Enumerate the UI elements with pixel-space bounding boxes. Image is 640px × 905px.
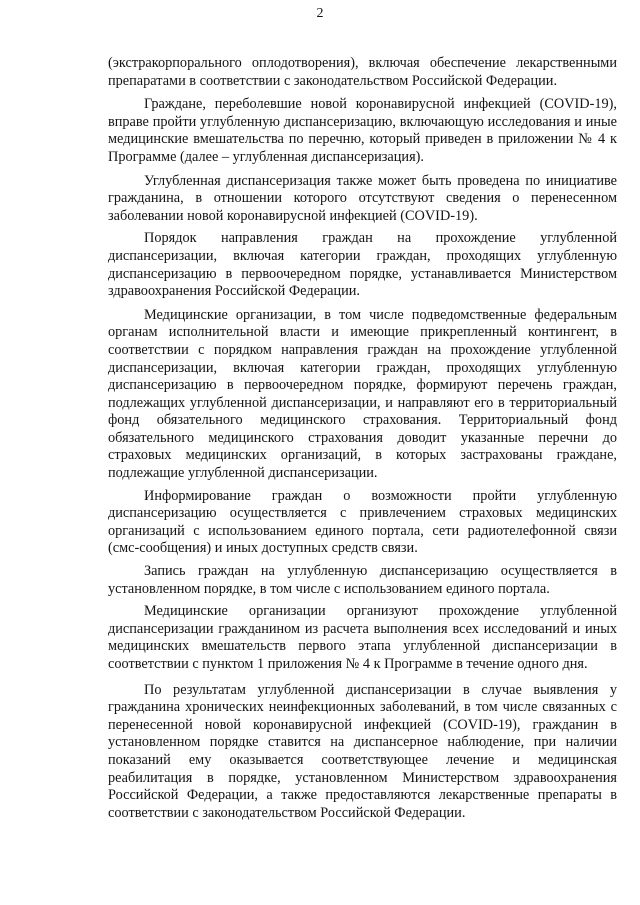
paragraph-continuation: (экстракорпорального оплодотворения), включая обеспечение лекарственными препаратами в соответствии с законодательством Российской Федерации. bbox=[108, 55, 617, 89]
paragraph-citizen-initiative: Углубленная диспансеризация также может быть проведена по инициативе гражданина, в отношении которого отсутствуют сведения о перенесенном заболевании новой коронавирусной инфекцией (COVID-19). bbox=[108, 172, 617, 224]
paragraph-referral-procedure: Порядок направления граждан на прохождение углубленной диспансеризации, включая категории граждан, проходящих углубленную диспансеризацию в первоочередном порядке, устанавливается Министерством здравоохранения Российской Федерации. bbox=[108, 230, 617, 300]
paragraph-informing-citizens: Информирование граждан о возможности пройти углубленную диспансеризацию осуществляется с привлечением страховых медицинских организаций с использованием единого портала, сети радиотелефонной связи (смс-сообщения) и иных доступных средств связи. bbox=[108, 487, 617, 557]
paragraph-registration: Запись граждан на углубленную диспансеризацию осуществляется в установленном порядке, в том числе с использованием единого портала. bbox=[108, 563, 617, 597]
document-body bbox=[108, 55, 617, 822]
paragraph-one-day-first-stage: Медицинские организации организуют прохождение углубленной диспансеризации гражданином из расчета выполнения всех исследований и иных медицинских вмешательств первого этапа углубленной диспансеризации в соответствии с пунктом 1 приложения № 4 к Программе в течение одного дня. bbox=[108, 603, 617, 672]
paragraph-covid-eligibility: Граждане, переболевшие новой коронавирусной инфекцией (COVID-19), вправе пройти углубленную диспансеризацию, включающую исследования и иные медицинские вмешательства по перечню, который приведен в приложении № 4 к Программе (далее – углубленная диспансеризация). bbox=[108, 96, 617, 165]
paragraph-medical-organizations-lists: Медицинские организации, в том числе подведомственные федеральным органам исполнительной власти и имеющие прикрепленный контингент, в соответствии с порядком направления граждан на прохождение углубленной диспансеризации, включая категории граждан, проходящих углубленную диспансеризацию в первоочередном порядке, формируют перечень граждан, подлежащих углубленной диспансеризации, и направляют его в территориальный фонд обязательного медицинского страхования. Территориальный фонд обязательного медицинского страхования доводит указанные перечни до страховых медицинских организаций, в которых застрахованы граждане, подлежащие углубленной диспансеризации. bbox=[108, 306, 617, 482]
paragraph-results-follow-up: По результатам углубленной диспансеризации в случае выявления у гражданина хронических неинфекционных заболеваний, в том числе связанных с перенесенной новой коронавирусной инфекцией (COVID-19), гражданин в установленном порядке ставится на диспансерное наблюдение, при наличии показаний ему оказывается соответствующее лечение и медицинская реабилитация в порядке, установленном Министерством здравоохранения Российской Федерации, а также предоставляются лекарственные препараты в соответствии с законодательством Российской Федерации. bbox=[108, 681, 617, 821]
page-number: 2 bbox=[316, 6, 324, 21]
